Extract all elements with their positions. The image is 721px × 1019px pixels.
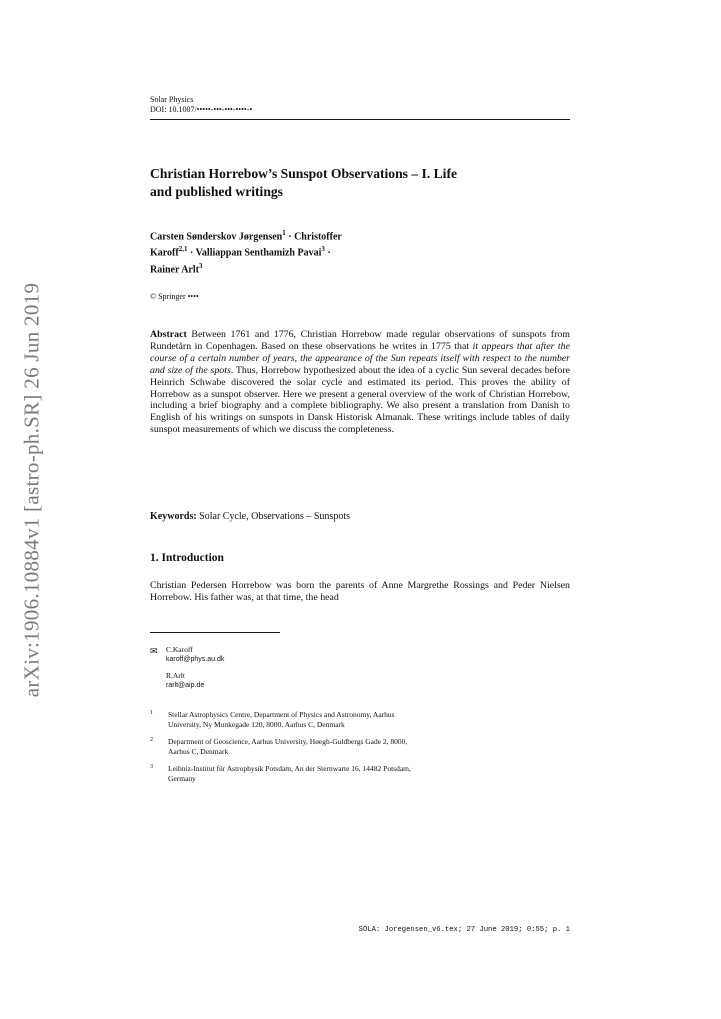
keywords [150,511,570,522]
title-line-2: and published writings [150,184,283,199]
footnote-rule [150,632,280,633]
author-3: Valliappan Senthamizh Pavai [195,247,322,259]
abstract-text-2: . Thus, Horrebow hypothesized about the idea of a cyclic Sun several decades before Heinrich Schwabe discovered the solar cycle and estimated its period. This proves the ability of Horrebow as a sunspot observer. Here we present a general overview of the work of Christian Horrebow, including a brief biography and a complete bibliography. We also present a translation from Danish to English of his writings on sunspots in Dansk Historisk Almanak. These writings include tables of daily sunspot measurements of which we discuss the completeness. [150,364,570,436]
arxiv-identifier: arXiv:1906.10884v1 [astro-ph.SR] 26 Jun 2019 [19,282,44,698]
abstract-label: Abstract [150,329,187,340]
affiliation-number: 3 [150,764,153,770]
abstract-quote: it appears that after the course of a certain number of years, the appearance of the Sun repeats itself with respect to the number and size of the spots [150,340,570,376]
author-1: Carsten Sønderskov Jørgensen [150,231,283,243]
affiliation-line: Germany [168,774,196,783]
intro-paragraph: Christian Pedersen Horrebow was born the parents of Anne Margrethe Rossings and Peder Nielsen Horrebow. His father was, at that time, the head [150,580,570,603]
affiliation-line: Stellar Astrophysics Centre, Department of Physics and Astronomy, Aarhus [168,710,395,719]
correspondence [150,645,224,691]
affiliation-line: Leibniz-Institut für Astrophysik Potsdam, An der Sternwarte 16, 14482 Potsdam, [168,764,411,773]
author-3-affil: 3 [321,245,325,254]
author-1-affil: 1 [282,229,286,237]
affiliation-item [150,710,570,730]
corr-name: C.Karoff [166,645,193,654]
arxiv-sidebar [2,282,62,698]
affiliations [150,710,570,791]
author-2-first: Christoffer [294,231,342,243]
affiliation-line: Aarhus C, Denmark [168,747,229,756]
paper-title [150,165,570,201]
author-2-last: Karoff [150,247,179,259]
author-2-affil: 2,1 [178,245,188,254]
affiliation-number: 2 [150,737,153,743]
page-footer: SOLA: Joregensen_v6.tex; 27 June 2019; 0:55; p. 1 [358,926,570,934]
affiliation-number: 1 [150,710,153,716]
section-heading: 1. Introduction [150,552,224,564]
doi: DOI: 10.1007/•••••-•••-•••-••••-• [150,105,253,114]
corr-email[interactable]: rarlt@aip.de [166,682,205,689]
copyright-notice: © Springer •••• [150,292,199,301]
affiliation-item [150,737,570,757]
author-separator: · [187,247,196,259]
header-rule [150,119,570,120]
abstract-text-1: Between 1761 and 1776, Christian Horrebow made regular observations of sunspots from Rundetårn in Copenhagen. Based on these observations he writes in 1775 that [150,329,570,352]
author-4-affil: 3 [198,261,203,270]
corr-email[interactable]: karoff@phys.au.dk [166,656,225,663]
author-separator: · [324,247,331,259]
keywords-text: Solar Cycle, Observations – Sunspots [196,511,350,522]
envelope-icon: ✉ [150,646,158,656]
abstract [150,329,570,436]
corr-name: R.Arlt [166,671,185,680]
author-separator: · [285,231,295,243]
introduction-text [150,580,570,604]
title-line-1: Christian Horrebow’s Sunspot Observations – I. Life [150,166,458,181]
affiliation-item [150,764,570,784]
affiliation-line: Department of Geoscience, Aarhus University, Høegh-Guldbergs Gade 2, 8000, [168,737,408,746]
keywords-label: Keywords: [150,511,197,522]
author-list [150,227,570,276]
journal-name: Solar Physics [150,95,194,104]
affiliation-line: University, Ny Munkegade 120, 8000, Aarhus C, Denmark [168,720,345,729]
journal-header [150,95,252,115]
author-4: Rainer Arlt [150,263,199,275]
